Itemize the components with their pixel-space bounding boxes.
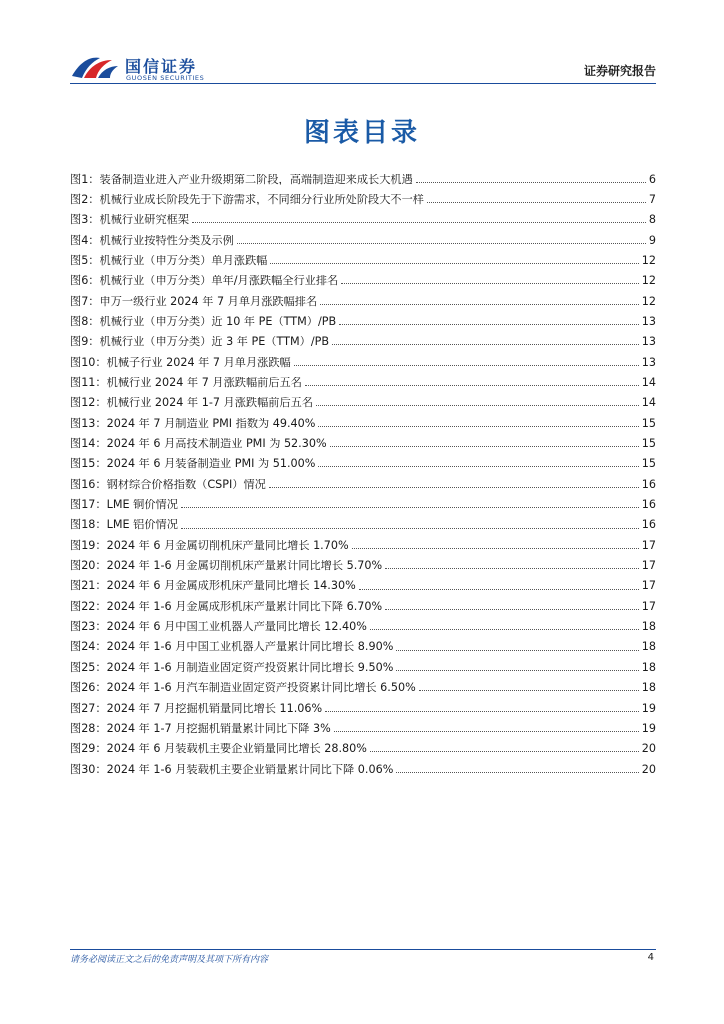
toc-entry-page: 17 — [641, 538, 656, 552]
toc-entry-label: 图15： — [70, 457, 107, 471]
toc-entry-label: 图28： — [70, 721, 107, 735]
toc-entry-page: 19 — [641, 721, 656, 735]
toc-dot-leader — [316, 405, 639, 406]
toc-entry-title: 2024 年 1-6 月中国工业机器人产量累计同比增长 8.90% — [106, 641, 394, 653]
toc-entry-title: 钢材综合价格指数（CSPI）情况 — [106, 478, 266, 490]
toc-entry[interactable] — [70, 535, 656, 555]
toc-entry-title: 2024 年 6 月金属成形机床产量同比增长 14.30% — [106, 580, 356, 592]
toc-entry-label: 图19： — [70, 538, 107, 552]
toc-entry[interactable] — [70, 372, 656, 392]
toc-entry-title: 2024 年 6 月金属切削机床产量同比增长 1.70% — [106, 539, 349, 551]
toc-entry-label: 图27： — [70, 701, 107, 715]
footer-disclaimer: 请务必阅读正文之后的免责声明及其项下所有内容 — [70, 955, 269, 965]
toc-entry[interactable] — [70, 291, 656, 311]
toc-dot-leader — [192, 222, 646, 223]
toc-entry-page: 6 — [648, 172, 656, 186]
toc-entry-title: 机械行业 2024 年 7 月涨跌幅前后五名 — [106, 377, 302, 389]
toc-entry[interactable] — [70, 495, 656, 515]
toc-dot-leader — [352, 548, 639, 549]
report-type-label: 证券研究报告 — [583, 64, 656, 78]
toc-entry-page: 16 — [641, 477, 656, 491]
toc-dot-leader — [332, 344, 639, 345]
toc-dot-leader — [270, 263, 638, 264]
toc-entry[interactable] — [70, 311, 656, 331]
toc-entry-page: 13 — [641, 335, 656, 349]
toc-entry-label: 图21： — [70, 579, 107, 593]
toc-entry-page: 9 — [648, 233, 656, 247]
toc-entry[interactable] — [70, 454, 656, 474]
toc-dot-leader — [181, 507, 639, 508]
toc-dot-leader — [419, 690, 639, 691]
toc-entry[interactable] — [70, 576, 656, 596]
page-header — [0, 0, 724, 90]
toc-entry-label: 图8： — [70, 314, 100, 328]
toc-entry-label: 图29： — [70, 742, 107, 756]
toc-entry-page: 17 — [641, 559, 656, 573]
toc-entry[interactable] — [70, 474, 656, 494]
toc-entry-page: 8 — [648, 213, 656, 227]
footer-page-number: 4 — [647, 952, 654, 963]
toc-dot-leader — [396, 650, 638, 651]
toc-dot-leader — [396, 772, 638, 773]
toc-entry[interactable] — [70, 739, 656, 759]
toc-entry-title: 2024 年 6 月高技术制造业 PMI 为 52.30% — [106, 438, 327, 450]
toc-entry-page: 18 — [641, 681, 656, 695]
toc-entry-label: 图17： — [70, 498, 107, 512]
toc-entry-label: 图4： — [70, 233, 100, 247]
toc-entry-page: 12 — [641, 253, 656, 267]
toc-entry-title: LME 铜价情况 — [106, 499, 178, 511]
toc-entry-label: 图20： — [70, 559, 107, 573]
toc-entry[interactable] — [70, 169, 656, 189]
toc-entry-title: 2024 年 1-7 月挖掘机销量累计同比下降 3% — [106, 722, 331, 735]
toc-entry-label: 图3： — [70, 213, 100, 227]
toc-entry-label: 图11： — [70, 376, 107, 389]
toc-entry[interactable] — [70, 250, 656, 270]
toc-entry-page: 18 — [641, 660, 656, 674]
toc-entry-title: 2024 年 1-6 月金属切削机床产量累计同比增长 5.70% — [106, 560, 383, 572]
toc-dot-leader — [325, 711, 639, 712]
logo-chinese-name: 国信证券 — [125, 57, 198, 76]
toc-entry[interactable] — [70, 657, 656, 677]
toc-dot-leader — [370, 629, 639, 630]
toc-entry-label: 图1： — [70, 172, 100, 186]
toc-dot-leader — [305, 385, 639, 386]
guosen-logo-mark-icon — [70, 52, 120, 82]
toc-entry[interactable] — [70, 189, 656, 209]
toc-dot-leader — [359, 589, 639, 590]
toc-entry-label: 图2： — [70, 192, 100, 206]
toc-entry-title: 机械行业按特性分类及示例 — [99, 234, 234, 246]
toc-dot-leader — [396, 670, 638, 671]
toc-entry-title: 2024 年 6 月装载机主要企业销量同比增长 28.80% — [106, 743, 367, 755]
toc-entry-page: 18 — [641, 640, 656, 654]
toc-entry-label: 图22： — [70, 599, 107, 613]
toc-entry[interactable] — [70, 413, 656, 433]
toc-entry[interactable] — [70, 230, 656, 250]
toc-entry-page: 15 — [641, 416, 656, 430]
toc-dot-leader — [269, 487, 639, 488]
table-of-figures — [70, 169, 656, 779]
toc-entry-label: 图25： — [70, 660, 107, 674]
toc-entry[interactable] — [70, 596, 656, 616]
toc-dot-leader — [294, 365, 639, 366]
toc-entry[interactable] — [70, 637, 656, 657]
toc-entry-page: 15 — [641, 457, 656, 471]
toc-entry-label: 图13： — [70, 416, 107, 430]
toc-dot-leader — [385, 568, 639, 569]
logo-english-name: GUOSEN SECURITIES — [126, 74, 205, 82]
toc-entry-title: 2024 年 7 月制造业 PMI 指数为 49.40% — [106, 417, 316, 429]
toc-dot-leader — [320, 304, 639, 305]
toc-dot-leader — [341, 283, 639, 284]
toc-entry-title: 机械子行业 2024 年 7 月单月涨跌幅 — [106, 356, 291, 368]
toc-entry-title: 申万一级行业 2024 年 7 月单月涨跌幅排名 — [99, 295, 318, 307]
toc-dot-leader — [339, 324, 639, 325]
toc-entry[interactable] — [70, 352, 656, 372]
toc-entry[interactable] — [70, 556, 656, 576]
toc-entry-page: 13 — [641, 355, 656, 369]
toc-entry-page: 17 — [641, 599, 656, 613]
toc-dot-leader — [181, 528, 639, 529]
toc-entry-page: 18 — [641, 620, 656, 634]
toc-entry-title: LME 铝价情况 — [106, 519, 178, 531]
footer-divider — [70, 949, 656, 950]
toc-entry-page: 20 — [641, 742, 656, 756]
toc-entry-label: 图7： — [70, 294, 100, 308]
toc-entry[interactable] — [70, 718, 656, 738]
toc-entry-label: 图5： — [70, 253, 100, 267]
toc-entry-page: 13 — [641, 314, 656, 328]
toc-entry-title: 2024 年 1-6 月装载机主要企业销量累计同比下降 0.06% — [106, 763, 394, 775]
toc-dot-leader — [330, 446, 639, 447]
toc-entry-page: 19 — [641, 701, 656, 715]
toc-entry-title: 机械行业成长阶段先于下游需求，不同细分行业所处阶段大不一样 — [99, 193, 424, 206]
toc-entry-label: 图16： — [70, 477, 107, 491]
header-divider — [70, 83, 656, 84]
toc-entry-label: 图23： — [70, 620, 107, 634]
toc-entry-page: 20 — [641, 762, 656, 776]
toc-dot-leader — [334, 731, 639, 732]
toc-entry-page: 16 — [641, 518, 656, 532]
toc-entry-title: 2024 年 7 月挖掘机销量同比增长 11.06% — [106, 702, 323, 714]
toc-entry-page: 12 — [641, 294, 656, 308]
toc-entry[interactable] — [70, 678, 656, 698]
toc-entry[interactable] — [70, 698, 656, 718]
toc-dot-leader — [318, 466, 638, 467]
toc-entry-title: 2024 年 1-6 月制造业固定资产投资累计同比增长 9.50% — [106, 661, 394, 674]
toc-entry[interactable] — [70, 433, 656, 453]
toc-entry-title: 装备制造业进入产业升级期第二阶段，高端制造迎来成长大机遇 — [99, 173, 413, 185]
toc-entry-title: 2024 年 1-6 月汽车制造业固定资产投资累计同比增长 6.50% — [106, 682, 416, 694]
toc-entry[interactable] — [70, 617, 656, 637]
toc-dot-leader — [370, 751, 639, 752]
toc-entry-title: 2024 年 6 月装备制造业 PMI 为 51.00% — [106, 458, 316, 470]
toc-dot-leader — [318, 426, 638, 427]
toc-dot-leader — [385, 609, 639, 610]
toc-entry-label: 图24： — [70, 640, 107, 654]
toc-entry-title: 2024 年 1-6 月金属成形机床产量累计同比下降 6.70% — [106, 600, 383, 612]
toc-entry-title: 2024 年 6 月中国工业机器人产量同比增长 12.40% — [106, 621, 367, 633]
toc-entry-title: 机械行业（申万分类）单月涨跌幅 — [99, 254, 268, 267]
toc-entry-title: 机械行业（申万分类）近 10 年 PE（TTM）/PB — [99, 315, 337, 328]
toc-dot-leader — [237, 243, 646, 244]
toc-entry[interactable] — [70, 759, 656, 779]
toc-entry[interactable] — [70, 271, 656, 291]
toc-entry-page: 16 — [641, 498, 656, 512]
toc-entry-label: 图9： — [70, 335, 100, 349]
toc-entry-title: 机械行业研究框架 — [99, 214, 190, 226]
toc-entry-page: 14 — [641, 376, 656, 389]
toc-entry[interactable] — [70, 210, 656, 230]
toc-entry-label: 图12： — [70, 396, 107, 410]
toc-dot-leader — [427, 202, 646, 203]
toc-entry-page: 12 — [641, 274, 656, 288]
toc-entry-label: 图14： — [70, 437, 107, 451]
toc-entry-page: 15 — [641, 437, 656, 451]
toc-entry-page: 17 — [641, 579, 656, 593]
toc-entry-label: 图10： — [70, 355, 107, 369]
toc-entry[interactable] — [70, 515, 656, 535]
toc-entry-page: 14 — [641, 396, 656, 410]
toc-entry-title: 机械行业 2024 年 1-7 月涨跌幅前后五名 — [106, 397, 314, 409]
toc-entry-title: 机械行业（申万分类）单年/月涨跌幅全行业排名 — [99, 275, 339, 287]
toc-dot-leader — [416, 182, 646, 183]
toc-entry-label: 图26： — [70, 681, 107, 695]
toc-entry-label: 图30： — [70, 762, 107, 776]
toc-entry-title: 机械行业（申万分类）近 3 年 PE（TTM）/PB — [99, 336, 330, 348]
toc-entry-label: 图6： — [70, 274, 100, 288]
toc-entry[interactable] — [70, 393, 656, 413]
toc-entry[interactable] — [70, 332, 656, 352]
toc-entry-label: 图18： — [70, 518, 107, 532]
toc-entry-page: 7 — [648, 192, 656, 206]
page-title: 图表目录 — [303, 118, 420, 148]
